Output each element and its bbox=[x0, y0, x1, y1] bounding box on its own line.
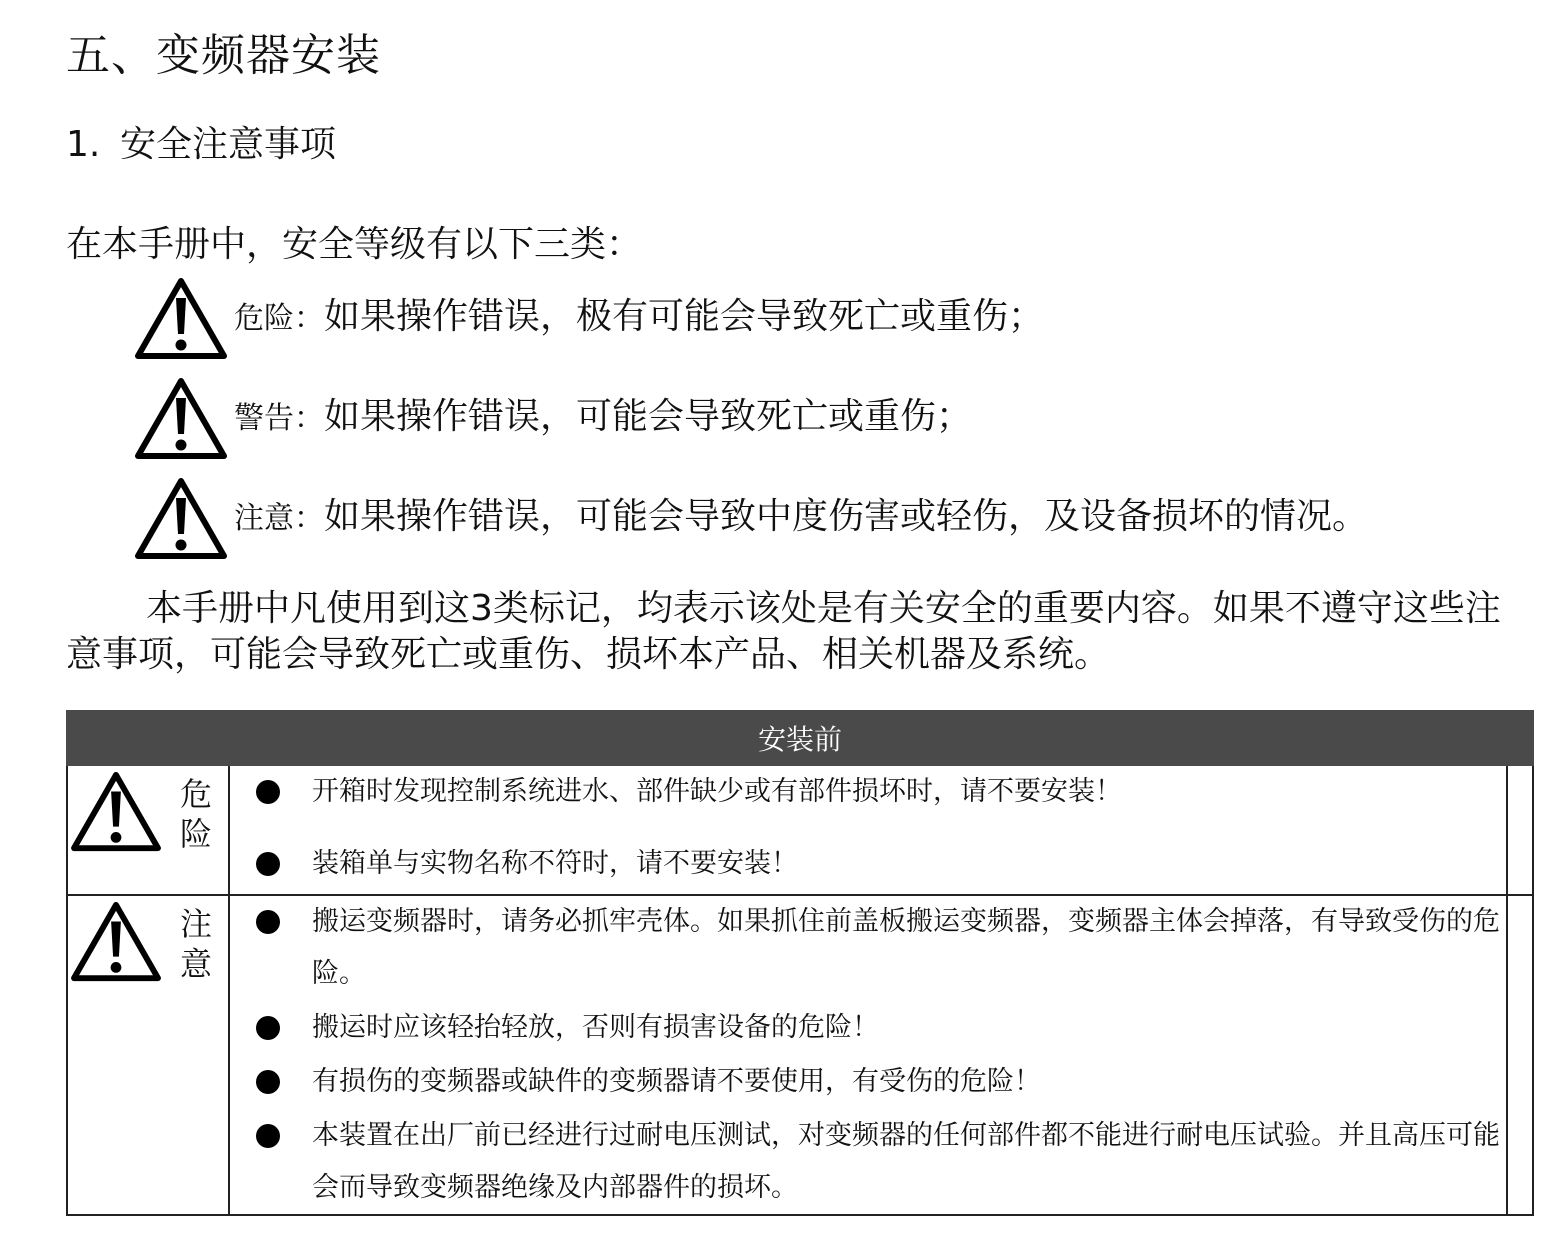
bullet-dot-icon bbox=[256, 1124, 280, 1148]
warning-triangle-icon bbox=[70, 770, 162, 854]
items-cell bbox=[229, 765, 1507, 895]
edge-cell bbox=[1507, 895, 1533, 1215]
level-description: 如果操作错误，可能会导致中度伤害或轻伤，及设备损坏的情况。 bbox=[324, 496, 1369, 537]
safety-level-warning bbox=[134, 376, 1534, 462]
safety-level-text bbox=[234, 394, 972, 442]
table-header: 安装前 bbox=[67, 711, 1533, 765]
items-cell bbox=[229, 895, 1507, 1215]
warning-triangle-icon bbox=[134, 476, 228, 562]
level-description: 如果操作错误，极有可能会导致死亡或重伤； bbox=[324, 296, 1045, 337]
safety-level-danger bbox=[134, 276, 1534, 362]
list-item bbox=[230, 1002, 1506, 1054]
pre-installation-table bbox=[66, 710, 1534, 1216]
list-item bbox=[230, 766, 1506, 818]
intro-text: 在本手册中，安全等级有以下三类： bbox=[66, 224, 643, 265]
warning-triangle-icon bbox=[70, 900, 162, 984]
list-item bbox=[230, 838, 1506, 890]
subsection-number: 1. bbox=[66, 124, 101, 165]
subsection-title: 安全注意事项 bbox=[120, 124, 337, 165]
list-item bbox=[230, 1056, 1506, 1108]
list-item bbox=[230, 1110, 1506, 1214]
bullet-dot-icon bbox=[256, 910, 280, 934]
list-item-text: 搬运变频器时，请务必抓牢壳体。如果抓住前盖板搬运变频器，变频器主体会掉落，有导致受伤的危险。 bbox=[312, 906, 1500, 989]
level-label: 注意： bbox=[234, 501, 324, 536]
bullet-dot-icon bbox=[256, 780, 280, 804]
level-cell bbox=[67, 765, 229, 895]
bullet-list bbox=[230, 766, 1506, 890]
safety-level-text bbox=[234, 494, 1368, 542]
level-word bbox=[176, 774, 216, 854]
list-item-text: 有损伤的变频器或缺件的变频器请不要使用，有受伤的危险！ bbox=[312, 1066, 1041, 1097]
paragraph-text: 本手册中凡使用到这3类标记，均表示该处是有关安全的重要内容。如果不遵守这些注意事项，可能会导致死亡或重伤、损坏本产品、相关机器及系统。 bbox=[66, 588, 1501, 675]
table-row-caution bbox=[67, 895, 1533, 1215]
safety-paragraph bbox=[66, 586, 1536, 678]
level-cell bbox=[67, 895, 229, 1215]
list-item bbox=[230, 896, 1506, 1000]
warning-triangle-icon bbox=[134, 376, 228, 462]
bullet-list bbox=[230, 896, 1506, 1214]
list-item-text: 搬运时应该轻抬轻放，否则有损害设备的危险！ bbox=[312, 1012, 879, 1043]
section-title: 五、变频器安装 bbox=[66, 30, 381, 81]
subsection-heading bbox=[66, 122, 336, 168]
list-item-text: 装箱单与实物名称不符时，请不要安装！ bbox=[312, 848, 798, 879]
table-row-danger bbox=[67, 765, 1533, 895]
level-char: 险 bbox=[179, 815, 212, 853]
level-label: 警告： bbox=[234, 401, 324, 436]
level-char: 注 bbox=[179, 905, 212, 943]
safety-level-text bbox=[234, 294, 1044, 342]
bullet-dot-icon bbox=[256, 1016, 280, 1040]
bullet-dot-icon bbox=[256, 1070, 280, 1094]
bullet-dot-icon bbox=[256, 852, 280, 876]
list-item-text: 开箱时发现控制系统进水、部件缺少或有部件损坏时，请不要安装！ bbox=[312, 776, 1122, 807]
level-char: 意 bbox=[179, 945, 212, 983]
level-char: 危 bbox=[179, 775, 212, 813]
list-item-text: 本装置在出厂前已经进行过耐电压测试，对变频器的任何部件都不能进行耐电压试验。并且高压可能会而导致变频器绝缘及内部器件的损坏。 bbox=[312, 1120, 1500, 1203]
level-word bbox=[176, 904, 216, 984]
level-description: 如果操作错误，可能会导致死亡或重伤； bbox=[324, 396, 973, 437]
safety-level-caution bbox=[134, 476, 1534, 562]
level-label: 危险： bbox=[234, 301, 324, 336]
edge-cell bbox=[1507, 765, 1533, 895]
warning-triangle-icon bbox=[134, 276, 228, 362]
